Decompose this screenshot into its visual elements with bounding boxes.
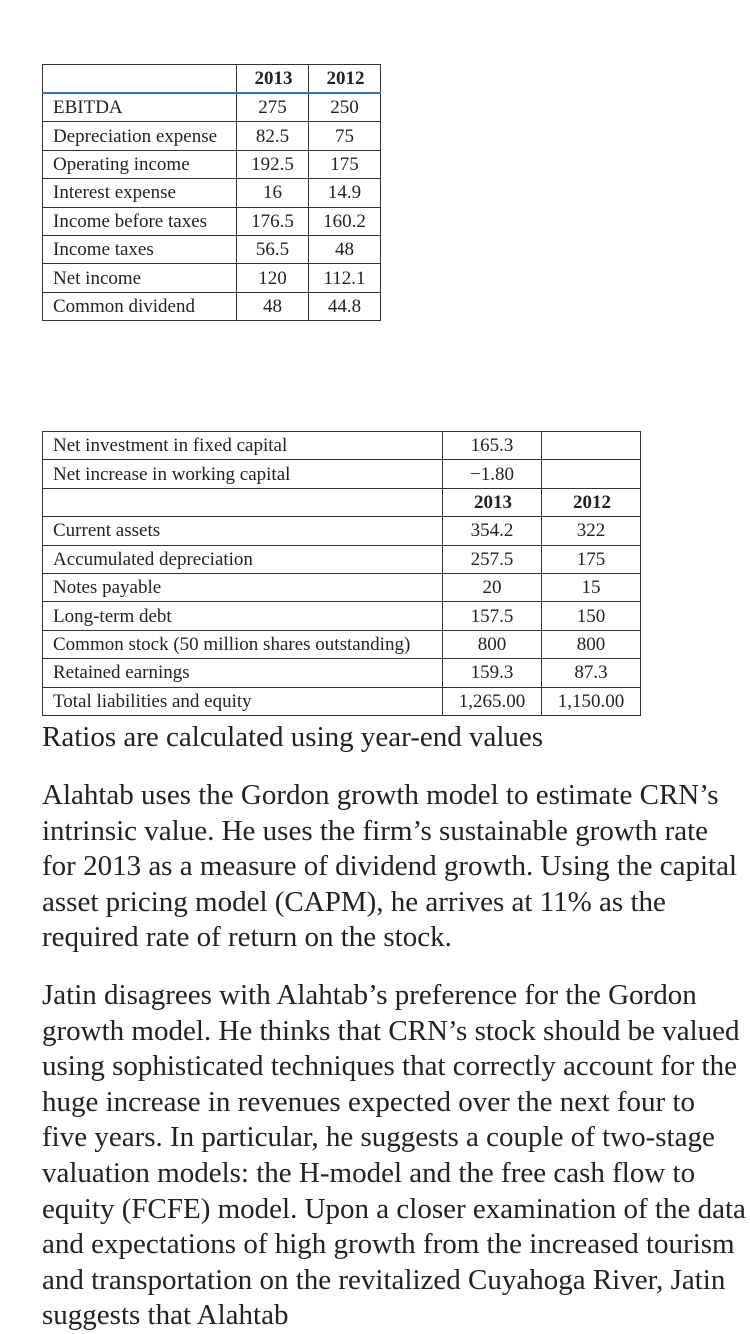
value-2012: 87.3 xyxy=(542,659,641,687)
row-label: Income before taxes xyxy=(43,207,237,235)
value-2013: 257.5 xyxy=(443,545,542,573)
value-2012: 250 xyxy=(309,93,381,122)
income-statement-table xyxy=(42,64,381,321)
table-row xyxy=(43,264,381,292)
value-2012: 75 xyxy=(309,122,381,150)
header-label-cell xyxy=(43,65,237,94)
header-2013: 2013 xyxy=(237,65,309,94)
value-2013: 20 xyxy=(443,573,542,601)
value-2012: 112.1 xyxy=(309,264,381,292)
value-2012: 1,150.00 xyxy=(542,687,641,715)
header-2012: 2012 xyxy=(309,65,381,94)
row-label: Net income xyxy=(43,264,237,292)
row-value: 165.3 xyxy=(443,432,542,460)
row-label: Income taxes xyxy=(43,235,237,263)
row-label: Net investment in fixed capital xyxy=(43,432,443,460)
value-2012: 160.2 xyxy=(309,207,381,235)
row-label: Common dividend xyxy=(43,292,237,320)
value-2012: 800 xyxy=(542,630,641,658)
row-label: Total liabilities and equity xyxy=(43,687,443,715)
value-2013: 56.5 xyxy=(237,235,309,263)
value-2013: 48 xyxy=(237,292,309,320)
header-2013: 2013 xyxy=(443,488,542,516)
empty-cell xyxy=(542,432,641,460)
table-row xyxy=(43,630,641,658)
table-row xyxy=(43,602,641,630)
table-row xyxy=(43,207,381,235)
table-row xyxy=(43,179,381,207)
value-2012: 175 xyxy=(542,545,641,573)
value-2013: 354.2 xyxy=(443,517,542,545)
paragraph-gordon-model: Alahtab uses the Gordon growth model to estimate CRN’s intrinsic value. He uses the firm’s sustainable growth rate for 2013 as a measure of dividend growth. Using the capital asset pricing model (CAPM), he arrives at 11% as the required rate of return on the stock. xyxy=(42,779,738,954)
header-label-cell xyxy=(43,488,443,516)
table-row xyxy=(43,150,381,178)
value-2012: 15 xyxy=(542,573,641,601)
table-row xyxy=(43,573,641,601)
table-row xyxy=(43,687,641,715)
row-value: −1.80 xyxy=(443,460,542,488)
value-2013: 82.5 xyxy=(237,122,309,150)
value-2012: 150 xyxy=(542,602,641,630)
value-2013: 192.5 xyxy=(237,150,309,178)
row-label: Notes payable xyxy=(43,573,443,601)
value-2013: 159.3 xyxy=(443,659,542,687)
table-row xyxy=(43,93,381,122)
value-2013: 16 xyxy=(237,179,309,207)
table-row xyxy=(43,432,641,460)
value-2012: 175 xyxy=(309,150,381,178)
value-2013: 120 xyxy=(237,264,309,292)
table-header-row xyxy=(43,488,641,516)
row-label: EBITDA xyxy=(43,93,237,122)
row-label: Operating income xyxy=(43,150,237,178)
row-label: Current assets xyxy=(43,517,443,545)
table-row xyxy=(43,235,381,263)
table-row xyxy=(43,659,641,687)
value-2013: 1,265.00 xyxy=(443,687,542,715)
empty-cell xyxy=(542,460,641,488)
row-label: Accumulated depreciation xyxy=(43,545,443,573)
value-2013: 157.5 xyxy=(443,602,542,630)
row-label: Net increase in working capital xyxy=(43,460,443,488)
value-2012: 14.9 xyxy=(309,179,381,207)
value-2012: 44.8 xyxy=(309,292,381,320)
header-2012: 2012 xyxy=(542,488,641,516)
row-label: Depreciation expense xyxy=(43,122,237,150)
value-2013: 800 xyxy=(443,630,542,658)
value-2013: 275 xyxy=(237,93,309,122)
paragraph-jatin: Jatin disagrees with Alahtab’s preference for the Gordon growth model. He thinks that CRN’s stock should be valued using sophisticated techniques that correctly account for the huge increase in revenues expected over the next four to five years. In particular, he suggests a couple of two-stage valuation models: the H-model and the free cash flow to equity (FCFE) model. Upon a closer examination of the data and expectations of high growth from the increased tourism and transportation on the revitalized Cuyahoga River, Jatin suggests that Alahtab xyxy=(42,979,746,1332)
value-2012: 322 xyxy=(542,517,641,545)
row-label: Long-term debt xyxy=(43,602,443,630)
value-2012: 48 xyxy=(309,235,381,263)
table-row xyxy=(43,460,641,488)
value-2013: 176.5 xyxy=(237,207,309,235)
table-row xyxy=(43,545,641,573)
row-label: Interest expense xyxy=(43,179,237,207)
row-label: Common stock (50 million shares outstanding) xyxy=(43,630,443,658)
table-header-row xyxy=(43,65,381,94)
table-row xyxy=(43,292,381,320)
balance-sheet-table xyxy=(42,431,641,716)
ratio-note: Ratios are calculated using year-end values xyxy=(42,721,544,753)
table-row xyxy=(43,122,381,150)
row-label: Retained earnings xyxy=(43,659,443,687)
table-row xyxy=(43,517,641,545)
